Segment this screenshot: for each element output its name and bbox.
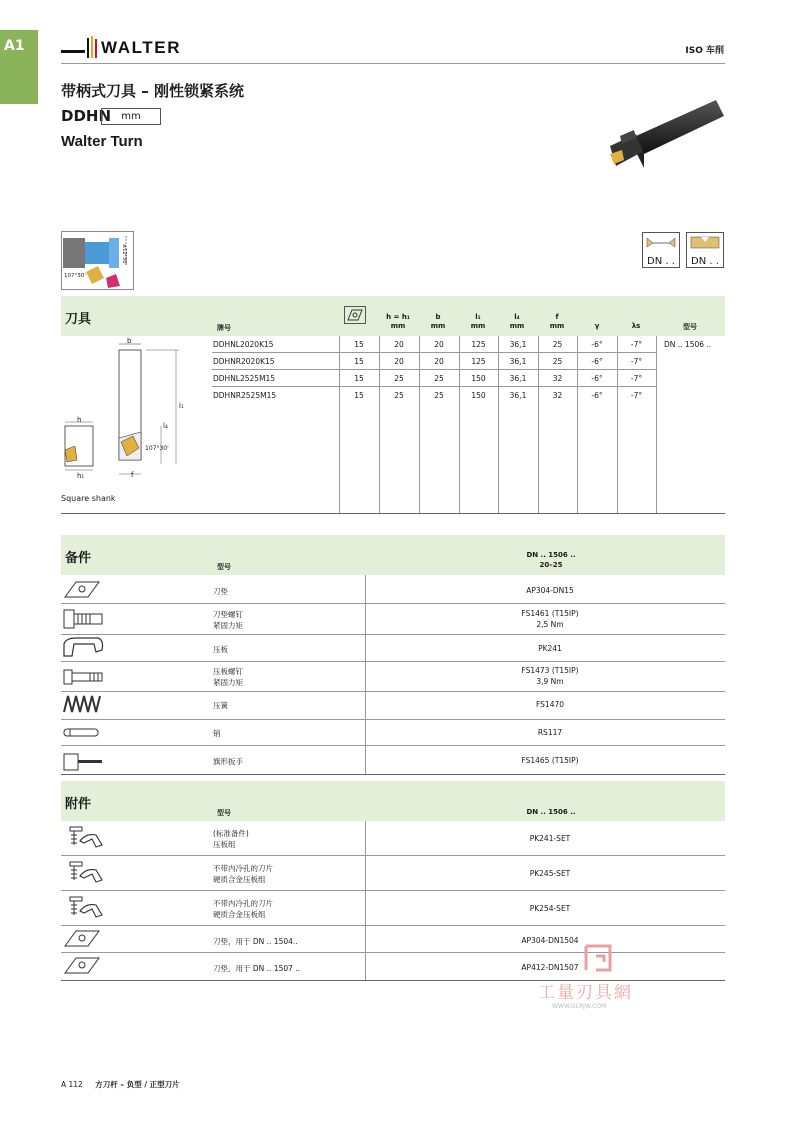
insert-shape-icon [687, 233, 723, 251]
type-value: DN .. 1506 .. [664, 340, 712, 349]
section-tab: A1 [0, 30, 38, 104]
col-designation: 牌号 [217, 324, 231, 332]
product-code: DDHN [61, 107, 112, 125]
header-rule [61, 63, 725, 64]
col-l4: l₄ [514, 313, 520, 321]
insert-shape-box-2: DN . . [686, 232, 724, 268]
shim-screw-icon [62, 606, 106, 632]
drawing-caption: Square shank [61, 494, 116, 503]
table-bottom-line [61, 513, 725, 514]
grid-line [212, 369, 656, 370]
page-number: A 112 [61, 1080, 83, 1089]
grid-line [61, 952, 725, 953]
application-diagram [61, 231, 134, 290]
insert-shape-box-1: DN . . [642, 232, 680, 268]
spring-icon [62, 694, 106, 716]
col-l1-unit: mm [470, 322, 486, 330]
shim-icon [62, 579, 102, 601]
grid-line [61, 925, 725, 926]
unit-box: mm [101, 108, 161, 125]
grid-line [61, 719, 725, 720]
pin-icon [62, 726, 106, 740]
diagram-angle-left: 107°30' [64, 273, 86, 279]
grid-line [61, 634, 725, 635]
spare-col-header-1: DN .. 1506 .. [526, 551, 576, 559]
insert-ic-icon [344, 306, 366, 324]
diagram-angle-right: ≤12°30' [121, 244, 127, 265]
shim-icon [62, 955, 102, 977]
dim-h: h [77, 416, 82, 424]
footer [61, 1079, 180, 1090]
dim-angle: 107°30' [145, 445, 169, 452]
grid-line [61, 855, 725, 856]
grid-line [212, 352, 656, 353]
grid-line [61, 691, 725, 692]
watermark-logo-icon [580, 942, 620, 974]
shim-icon [62, 928, 102, 950]
col-h-unit: mm [390, 322, 406, 330]
flag-wrench-icon [62, 748, 106, 772]
col-type: 型号 [683, 323, 697, 331]
page-title: 带柄式刀具 – 刚性锁紧系统 [61, 82, 244, 100]
grid-line [61, 774, 725, 775]
footer-text: 方刀杆 – 负型 / 正型刀片 [95, 1080, 180, 1089]
dim-l4: l₄ [163, 422, 168, 430]
col-lambda: λs [631, 322, 641, 330]
tools-header-bar [61, 296, 725, 336]
grid-line [61, 745, 725, 746]
grid-line [61, 661, 725, 662]
spare-parts-header-bar [61, 535, 725, 575]
tool-drawing [61, 338, 191, 508]
clamp-set-icon [62, 823, 106, 853]
brand-name: Walter Turn [61, 133, 143, 150]
grid-line [365, 821, 366, 981]
spare-parts-title: 备件 [65, 551, 92, 566]
col-l1: l₁ [475, 313, 481, 321]
clamp-icon [62, 636, 106, 660]
accessories-type-header: 型号 [217, 809, 231, 817]
spare-col-header-2: 20–25 [539, 561, 563, 569]
dim-h1: h₁ [77, 472, 85, 480]
clamp-screw-icon [62, 664, 106, 690]
col-b-unit: mm [430, 322, 446, 330]
clamp-set-icon [62, 893, 106, 923]
col-h: h = h₁ [386, 313, 410, 321]
col-l4-unit: mm [509, 322, 525, 330]
spare-type-header: 型号 [217, 563, 231, 571]
grid-line [656, 336, 657, 514]
grid-line [61, 603, 725, 604]
col-b: b [435, 313, 441, 321]
dim-f: f [131, 471, 134, 479]
grid-line [61, 890, 725, 891]
clamp-set-icon [62, 858, 106, 888]
col-f-unit: mm [549, 322, 565, 330]
grid-line [212, 386, 656, 387]
accessories-col-header: DN .. 1506 .. [526, 808, 576, 816]
col-gamma: γ [594, 322, 600, 330]
col-f: f [555, 313, 559, 321]
accessories-title: 附件 [65, 797, 92, 812]
dim-b: b [127, 337, 132, 345]
section-label: ISO 车削 [685, 46, 724, 56]
tools-section-title: 刀具 [65, 312, 92, 327]
tool-holder-photo [606, 96, 726, 180]
accessories-header-bar [61, 781, 725, 821]
dim-l1: l₁ [179, 402, 184, 410]
insert-shape-icon [643, 233, 679, 251]
